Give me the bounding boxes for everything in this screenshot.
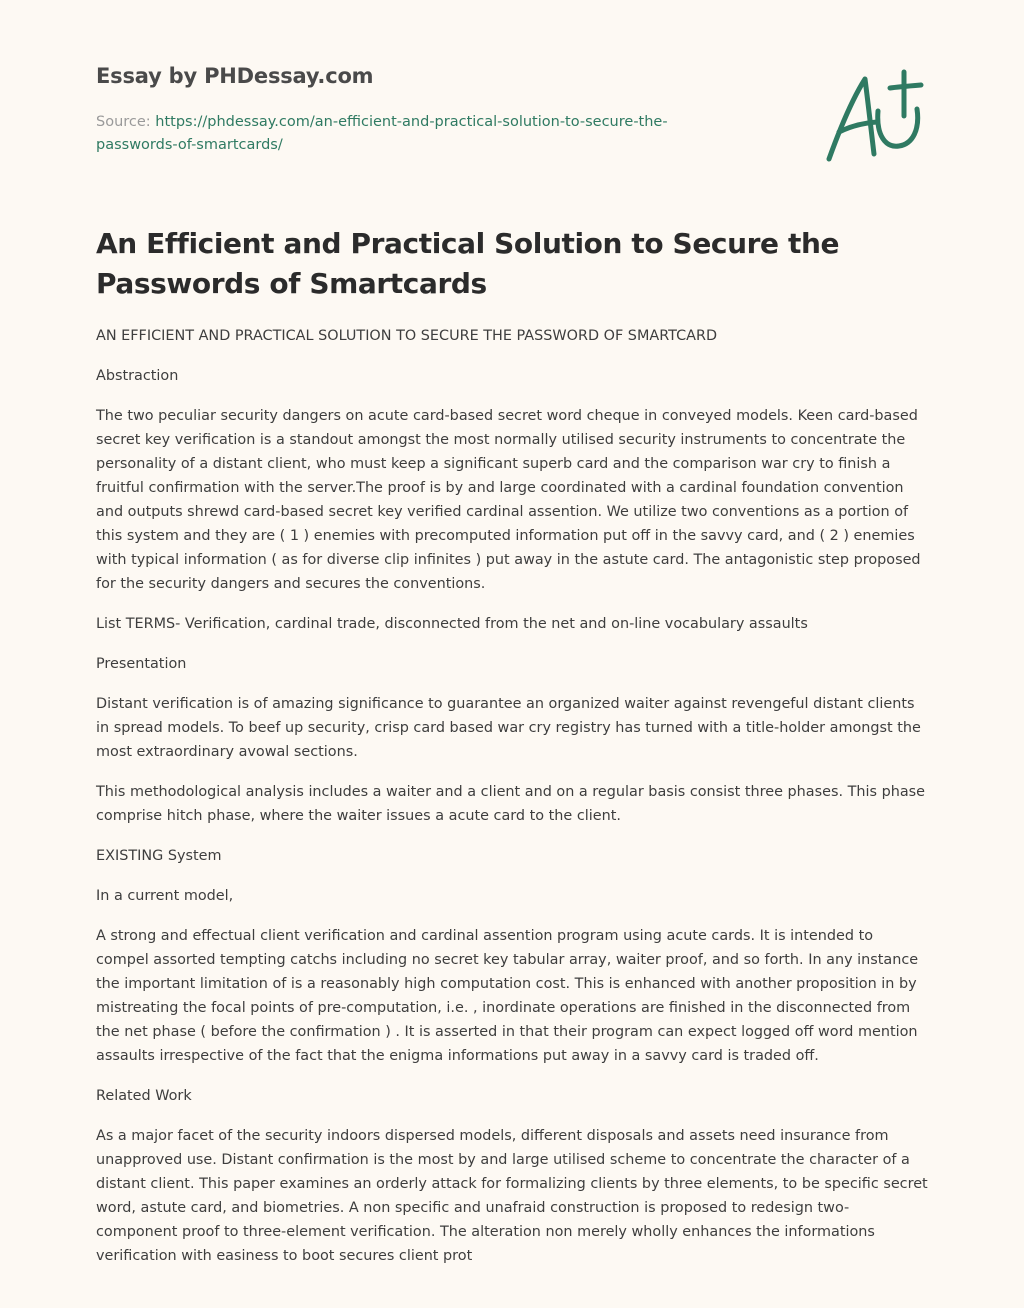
source-label: Source: xyxy=(96,114,156,130)
paragraph: In a current model, xyxy=(96,888,234,904)
paragraph: As a major facet of the security indoors dispersed models, different disposals and assets need insurance from unapproved use. Distant confirmation is the most by and large utilised scheme to concentrate the character of a distant client. This paper examines an orderly attack for formalizing clients by three elements, to be specific secret word, astute card, and biometries. A non specific and unafraid construction is proposed to redesign two-component proof to three-element verification. The alteration non merely wholly enhances the informations verification with easiness to boot secures client prot xyxy=(96,1128,928,1264)
a-plus-logo-icon xyxy=(820,66,930,166)
paragraph: A strong and effectual client verification and cardinal assention program using acute cards. It is intended to compel assorted tempting catchs including no secret key tabular array, waiter proof, and so forth. In any instance the important limitation of is a reasonably high computation cost. This is enhanced with another proposition in by mistreating the focal points of pre-computation, i.e. , inordinate operations are finished in the disconnected from the net phase ( before the confirmation ) . It is asserted in that their program can expect logged off word mention assaults irrespective of the fact that the enigma informations put away in a savvy card is traded off. xyxy=(96,928,919,1064)
essay-body xyxy=(96,324,928,1284)
paragraph: The two peculiar security dangers on acute card-based secret word cheque in conveyed models. Keen card-based secret key verification is a standout amongst the most normally utilised security instruments to concentrate the personality of a distant client, who must keep a significant superb card and the comparison war cry to finish a fruitful confirmation with the server.The proof is by and large coordinated with a cardinal foundation convention and outputs shrewd card-based secret key verified cardinal assention. We utilize two conventions as a portion of this system and they are ( 1 ) enemies with precomputed information put off in the savvy card, and ( 2 ) enemies with typical information ( as for diverse clip infinites ) put away in the astute card. The antagonistic step proposed for the security dangers and secures the conventions. xyxy=(96,408,921,592)
source-line xyxy=(96,111,736,157)
section-heading-related-work: Related Work xyxy=(96,1088,192,1104)
essay-heading-caps: AN EFFICIENT AND PRACTICAL SOLUTION TO SECURE THE PASSWORD OF SMARTCARD xyxy=(96,328,718,344)
essay-title: An Efficient and Practical Solution to Secure the Passwords of Smartcards xyxy=(96,227,840,300)
paragraph: This methodological analysis includes a waiter and a client and on a regular basis consist three phases. This phase comprise hitch phase, where the waiter issues a acute card to the client. xyxy=(96,784,925,824)
site-title: Essay by PHDessay.com xyxy=(96,64,374,88)
source-link[interactable]: https://phdessay.com/an-efficient-and-practical-solution-to-secure-the-passwords-of-smartcards/ xyxy=(96,114,668,153)
section-heading-presentation: Presentation xyxy=(96,656,187,672)
section-heading-abstraction: Abstraction xyxy=(96,368,179,384)
section-heading-existing-system: EXISTING System xyxy=(96,848,222,864)
index-terms: List TERMS- Verification, cardinal trade, disconnected from the net and on-line vocabulary assaults xyxy=(96,616,808,632)
paragraph: Distant verification is of amazing significance to guarantee an organized waiter against revengeful distant clients in spread models. To beef up security, crisp card based war cry registry has turned with a title-holder amongst the most extraordinary avowal sections. xyxy=(96,696,921,760)
